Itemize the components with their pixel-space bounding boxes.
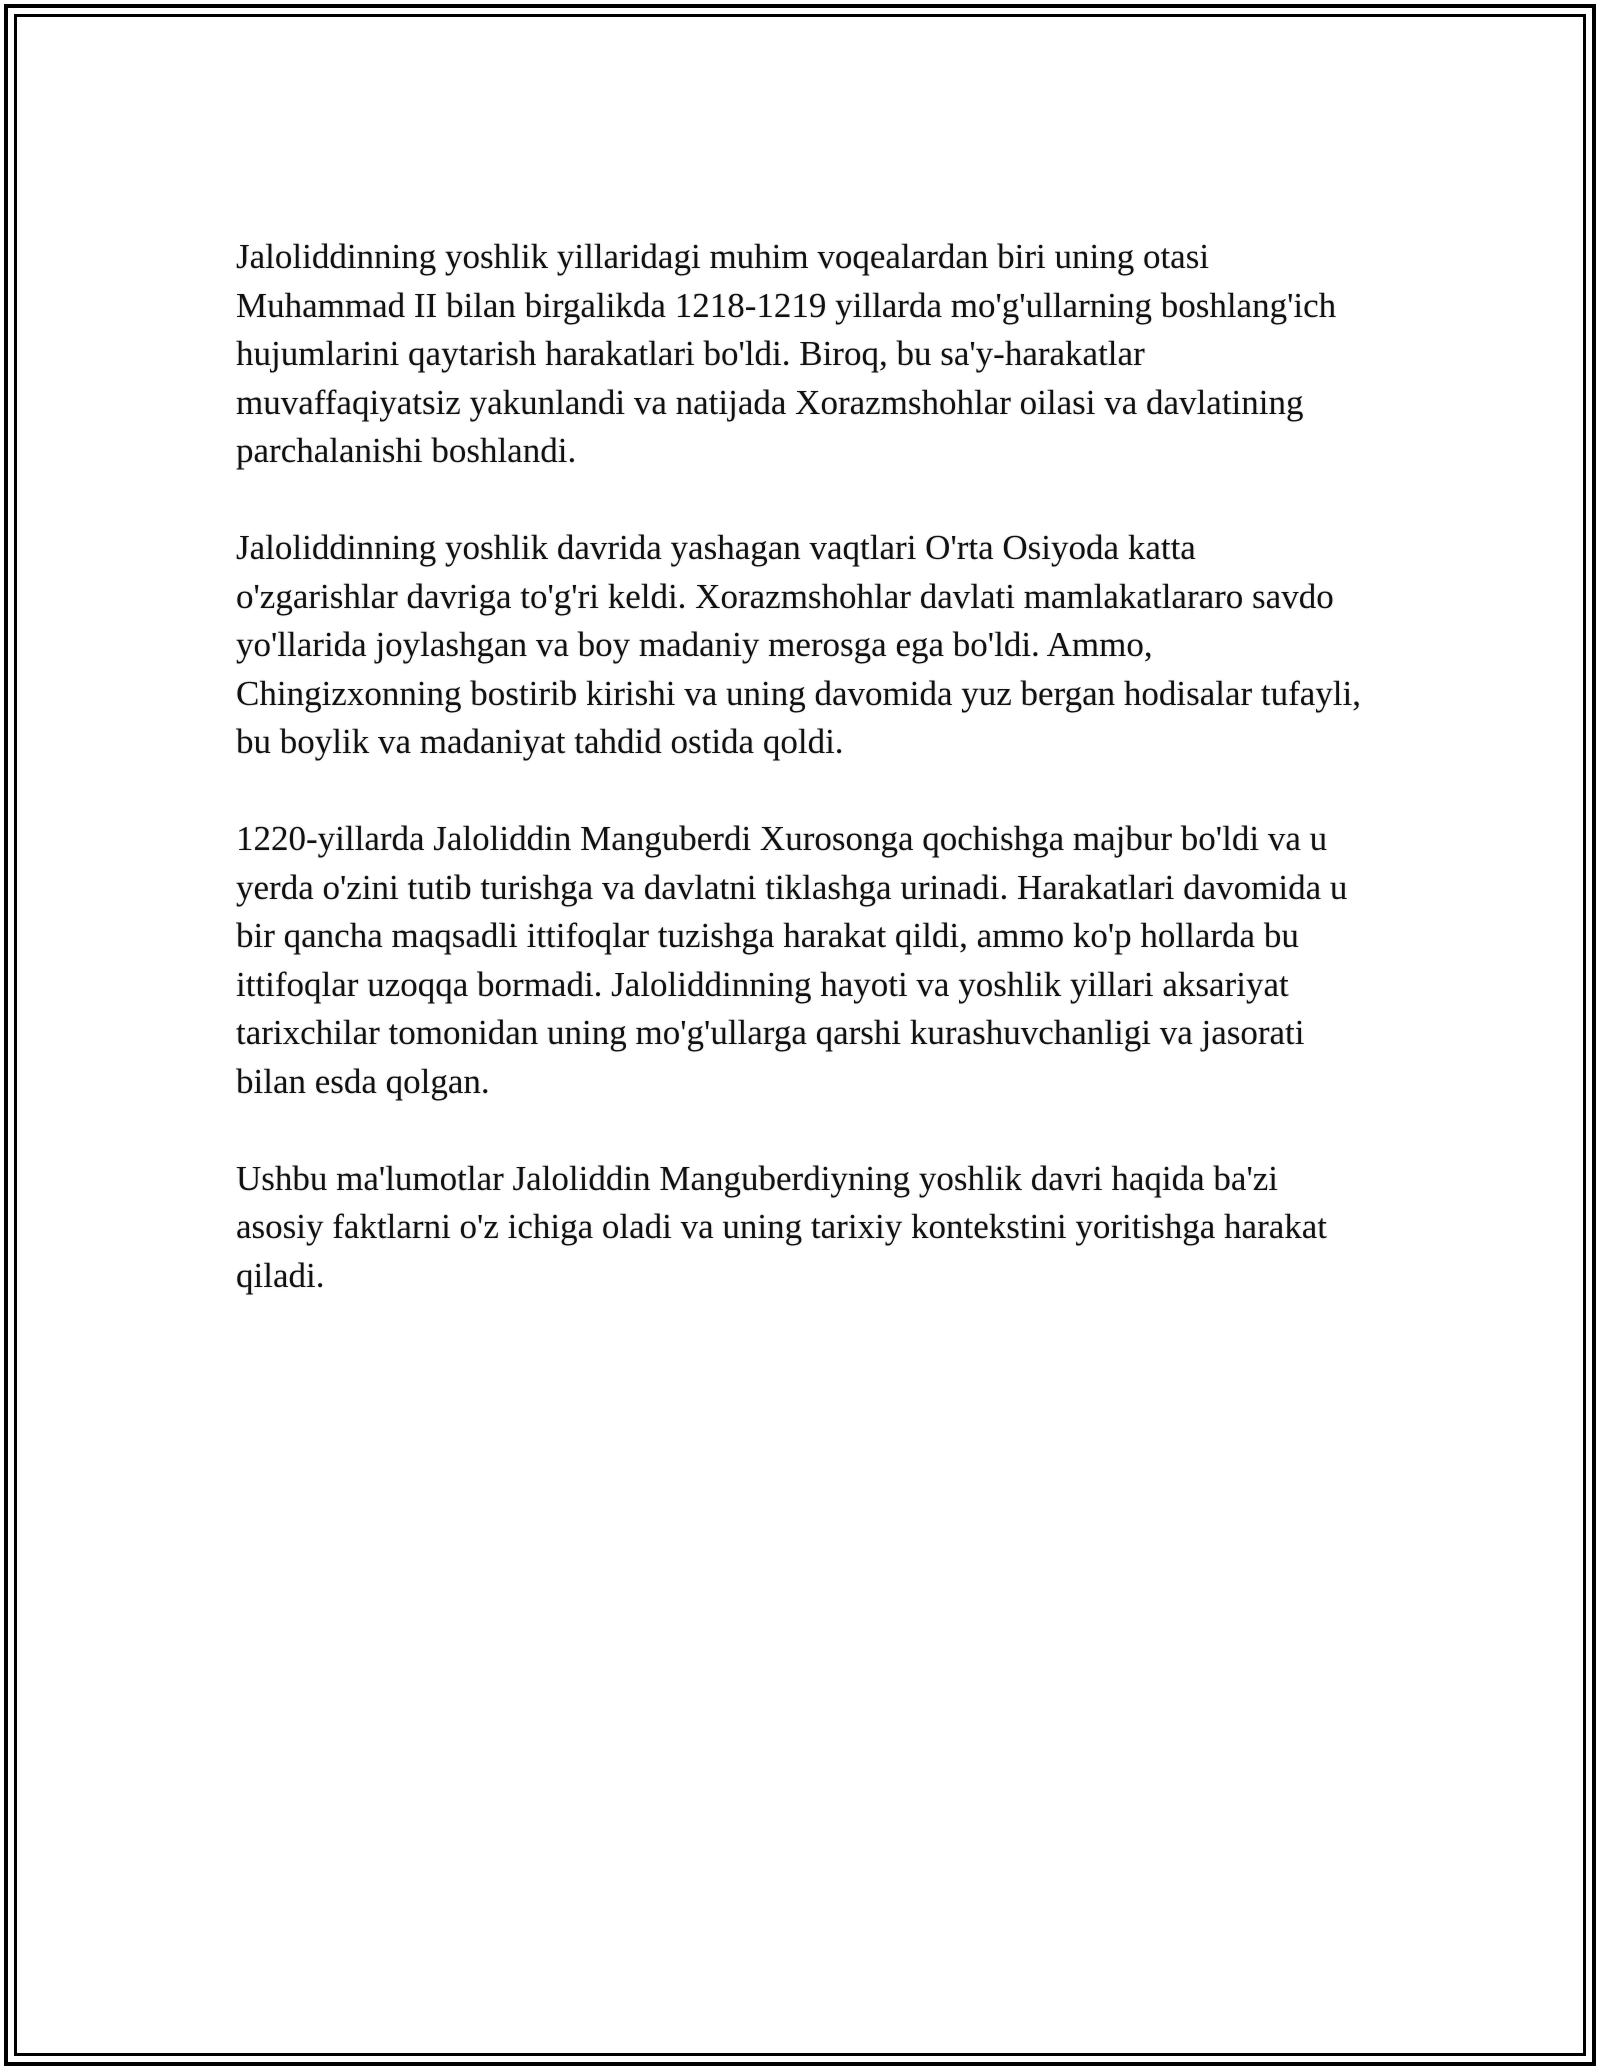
paragraph: 1220-yillarda Jaloliddin Manguberdi Xurosonga qochishga majbur bo'ldi va u yerda o'zini tutib turishga va davlatni tiklashga urinadi. Harakatlari davomida u bir qancha maqsadli ittifoqlar tuzishga harakat qildi, ammo ko'p hollarda bu ittifoqlar uzoqqa bormadi. Jaloliddinning hayoti va yoshlik yillari aksariyat tarixchilar tomonidan uning mo'g'ullarga qarshi kurashuvchanligi va jasorati bilan esda qolgan.	[236, 819, 1348, 1101]
paragraph: Ushbu ma'lumotlar Jaloliddin Manguberdiyning yoshlik davri haqida ba'zi asosiy faktlarni o'z ichiga oladi va uning tarixiy kontekstini yoritishga harakat qiladi.	[236, 1158, 1328, 1295]
document-body	[236, 233, 1366, 1300]
paragraph: Jaloliddinning yoshlik davrida yashagan vaqtlari O'rta Osiyoda katta o'zgarishlar davriga to'g'ri keldi. Xorazmshohlar davlati mamlakatlararo savdo yo'llarida joylashgan va boy madaniy merosga ega bo'ldi. Ammo, Chingizxonning bostirib kirishi va uning davomida yuz bergan hodisalar tufayli, bu boylik va madaniyat tahdid ostida qoldi.	[236, 528, 1362, 761]
paragraph: Jaloliddinning yoshlik yillaridagi muhim voqealardan biri uning otasi Muhammad II bilan birgalikda 1218-1219 yillarda mo'g'ullarning boshlang'ich hujumlarini qaytarish harakatlari bo'ldi. Biroq, bu sa'y-harakatlar muvaffaqiyatsiz yakunlandi va natijada Xorazmshohlar oilasi va davlatining parchalanishi boshlandi.	[236, 237, 1337, 470]
